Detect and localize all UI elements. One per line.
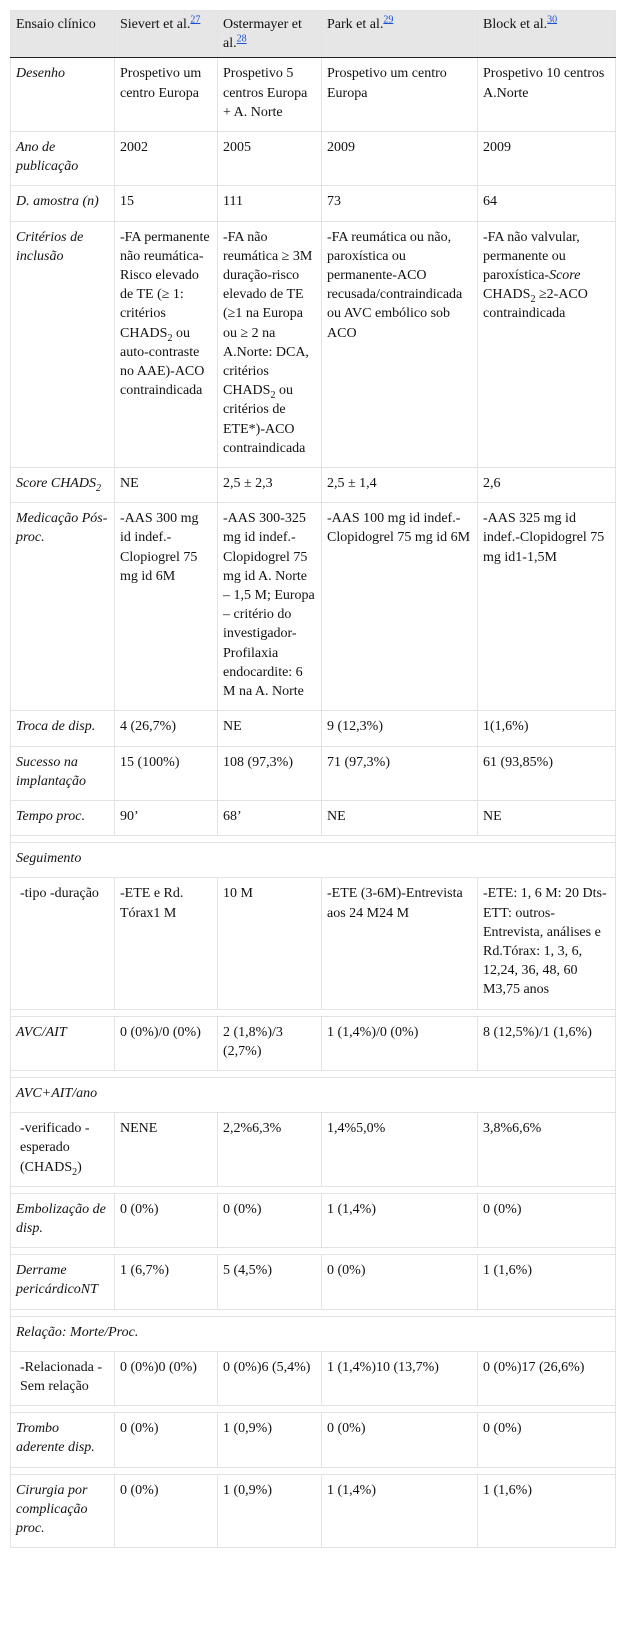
table-cell: 1(1,6%) [478, 711, 616, 746]
table-cell: 1 (1,6%) [478, 1474, 616, 1548]
row-label: Desenho [11, 58, 115, 132]
header-trial-label: Ensaio clínico [11, 11, 115, 58]
section-row-avc-ano [11, 1077, 616, 1112]
table-cell: -FA reumática ou não, paroxística ou permanente-ACO recusada/contraindicada ou AVC embólico sob ACO [322, 221, 478, 467]
table-cell: 0 (0%) [478, 1193, 616, 1247]
row-label: Score $CHADS_2$ [11, 468, 115, 503]
header-study-ostermayer: Ostermayer et al.$^{28}$ [218, 11, 322, 58]
row-label: Tempo proc. [11, 800, 115, 835]
trials-table-container [10, 10, 615, 1548]
table-cell: 1 (1,4%) [322, 1193, 478, 1247]
table-cell: -FA permanente não reumática-Risco elevado de TE (≥ 1: critérios $CHADS_2$ ou auto-contraste no AAE)-ACO contraindicada [115, 221, 218, 467]
table-cell: 1 (1,4%) [322, 1474, 478, 1548]
table-cell: 0 (0%) [322, 1255, 478, 1309]
table-cell: 0 (0%) [115, 1413, 218, 1467]
table-cell: 15 (100%) [115, 746, 218, 800]
reference-link-27[interactable]: 27 [190, 14, 201, 26]
row-seguimento [11, 878, 616, 1009]
header-study-sievert: Sievert et al.$^{27}$ [115, 11, 218, 58]
table-cell: 8 (12,5%)/1 (1,6%) [478, 1016, 616, 1070]
table-cell: 2 (1,8%)/3 (2,7%) [218, 1016, 322, 1070]
table-cell: 2,5 ± 1,4 [322, 468, 478, 503]
spacer-row [11, 1070, 616, 1077]
table-cell: 9 (12,3%) [322, 711, 478, 746]
table-cell: 0 (0%) [115, 1193, 218, 1247]
header-study-park: Park et al.$^{29}$ [322, 11, 478, 58]
table-cell: 73 [322, 186, 478, 221]
row-label: Critérios de inclusão [11, 221, 115, 467]
reference-link-30[interactable]: 30 [547, 14, 558, 26]
spacer-row [11, 1467, 616, 1474]
section-heading: Seguimento [11, 843, 616, 878]
section-heading: Relação: Morte/Proc. [11, 1316, 616, 1351]
row-troca [11, 711, 616, 746]
table-cell: -AAS 325 mg id indef.-Clopidogrel 75 mg id1-1,5M [478, 503, 616, 711]
row-label: Sucesso na implantação [11, 746, 115, 800]
row-ano [11, 132, 616, 186]
table-cell: -ETE (3-6M)-Entrevista aos 24 M24 M [322, 878, 478, 1009]
table-cell: Prospetivo 10 centros A.Norte [478, 58, 616, 132]
table-cell: 3,8%6,6% [478, 1113, 616, 1187]
reference-link-28[interactable]: 28 [236, 33, 247, 45]
row-label: AVC/AIT [11, 1016, 115, 1070]
table-cell: NE [478, 800, 616, 835]
table-cell: 10 M [218, 878, 322, 1009]
table-cell: -AAS 300 mg id indef.-Clopiogrel 75 mg id 6M [115, 503, 218, 711]
row-label: Embolização de disp. [11, 1193, 115, 1247]
table-cell: 1 (0,9%) [218, 1413, 322, 1467]
row-score [11, 468, 616, 503]
row-label: Troca de disp. [11, 711, 115, 746]
table-cell: 0 (0%) [322, 1413, 478, 1467]
section-row-seguimento [11, 843, 616, 878]
table-cell: 2009 [322, 132, 478, 186]
reference-link-29[interactable]: 29 [383, 14, 394, 26]
table-cell: 2,6 [478, 468, 616, 503]
table-cell: NENE [115, 1113, 218, 1187]
table-cell: 111 [218, 186, 322, 221]
table-cell: 2002 [115, 132, 218, 186]
table-cell: 2,5 ± 2,3 [218, 468, 322, 503]
table-cell: 0 (0%)17 (26,6%) [478, 1351, 616, 1405]
row-desenho [11, 58, 616, 132]
table-cell: 0 (0%)/0 (0%) [115, 1016, 218, 1070]
spacer-row [11, 1248, 616, 1255]
row-medicacao [11, 503, 616, 711]
spacer-row [11, 836, 616, 843]
row-relacao [11, 1351, 616, 1405]
row-amostra [11, 186, 616, 221]
table-cell: 15 [115, 186, 218, 221]
table-cell: -AAS 300-325 mg id indef.-Clopidogrel 75 mg id A. Norte – 1,5 M; Europa – critério do investigador-Profilaxia endocardite: 6 M na A. Norte [218, 503, 322, 711]
table-cell: 2005 [218, 132, 322, 186]
section-heading: AVC+AIT/ano [11, 1077, 616, 1112]
table-cell: -ETE: 1, 6 M: 20 Dts-ETT: outros-Entrevista, análises e Rd.Tórax: 1, 3, 6, 12,24, 36, 48, 60 M3,75 anos [478, 878, 616, 1009]
table-cell: -AAS 100 mg id indef.-Clopidogrel 75 mg id 6M [322, 503, 478, 711]
table-cell: -ETE e Rd. Tórax1 M [115, 878, 218, 1009]
row-avc [11, 1016, 616, 1070]
table-cell: 1,4%5,0% [322, 1113, 478, 1187]
section-row-relacao [11, 1316, 616, 1351]
table-cell: 0 (0%) [218, 1193, 322, 1247]
spacer-row [11, 1009, 616, 1016]
row-sucesso [11, 746, 616, 800]
table-cell: 4 (26,7%) [115, 711, 218, 746]
row-label: Trombo aderente disp. [11, 1413, 115, 1467]
table-cell: 90’ [115, 800, 218, 835]
spacer-row [11, 1186, 616, 1193]
table-cell: 1 (1,6%) [478, 1255, 616, 1309]
table-cell: 108 (97,3%) [218, 746, 322, 800]
table-cell: Prospetivo um centro Europa [115, 58, 218, 132]
table-cell: 61 (93,85%) [478, 746, 616, 800]
spacer-row [11, 1309, 616, 1316]
table-cell: NE [322, 800, 478, 835]
table-cell: 0 (0%) [115, 1474, 218, 1548]
row-label: Ano de publicação [11, 132, 115, 186]
table-cell: 2009 [478, 132, 616, 186]
table-cell: 71 (97,3%) [322, 746, 478, 800]
row-label: Cirurgia por complicação proc. [11, 1474, 115, 1548]
row-label: -verificado -esperado $(CHADS_2)$ [11, 1113, 115, 1187]
table-cell: 0 (0%)6 (5,4%) [218, 1351, 322, 1405]
row-label: -tipo -duração [11, 878, 115, 1009]
table-cell: 1 (1,4%)10 (13,7%) [322, 1351, 478, 1405]
table-cell: Prospetivo 5 centros Europa + A. Norte [218, 58, 322, 132]
row-criterios [11, 221, 616, 467]
table-cell: Prospetivo um centro Europa [322, 58, 478, 132]
row-label: -Relacionada -Sem relação [11, 1351, 115, 1405]
table-cell: 0 (0%) [478, 1413, 616, 1467]
table-cell: -FA não reumática ≥ 3M duração-risco elevado de TE (≥1 na Europa ou ≥ 2 na A.Norte: DCA, critérios $CHADS_2$ ou critérios de ETE*)-ACO contraindicada [218, 221, 322, 467]
clinical-trials-table [10, 10, 616, 1548]
table-cell: 68’ [218, 800, 322, 835]
row-derrame [11, 1255, 616, 1309]
table-cell: 1 (1,4%)/0 (0%) [322, 1016, 478, 1070]
row-embolizacao [11, 1193, 616, 1247]
row-label: Derrame pericárdicoNT [11, 1255, 115, 1309]
table-cell: NE [115, 468, 218, 503]
header-study-block: Block et al.$^{30}$ [478, 11, 616, 58]
spacer-row [11, 1406, 616, 1413]
row-trombo [11, 1413, 616, 1467]
table-cell: 64 [478, 186, 616, 221]
table-cell: NE [218, 711, 322, 746]
table-cell: 2,2%6,3% [218, 1113, 322, 1187]
table-cell: -FA não valvular, permanente ou paroxística-Score $CHADS_2 \ge 2-ACO$ contraindicada [478, 221, 616, 467]
table-cell: 0 (0%)0 (0%) [115, 1351, 218, 1405]
table-cell: 5 (4,5%) [218, 1255, 322, 1309]
table-cell: 1 (0,9%) [218, 1474, 322, 1548]
row-tempo [11, 800, 616, 835]
table-cell: 1 (6,7%) [115, 1255, 218, 1309]
header-row [11, 11, 616, 58]
row-avc-ano [11, 1113, 616, 1187]
row-cirurgia [11, 1474, 616, 1548]
row-label: D. amostra (n) [11, 186, 115, 221]
row-label: Medicação Pós-proc. [11, 503, 115, 711]
